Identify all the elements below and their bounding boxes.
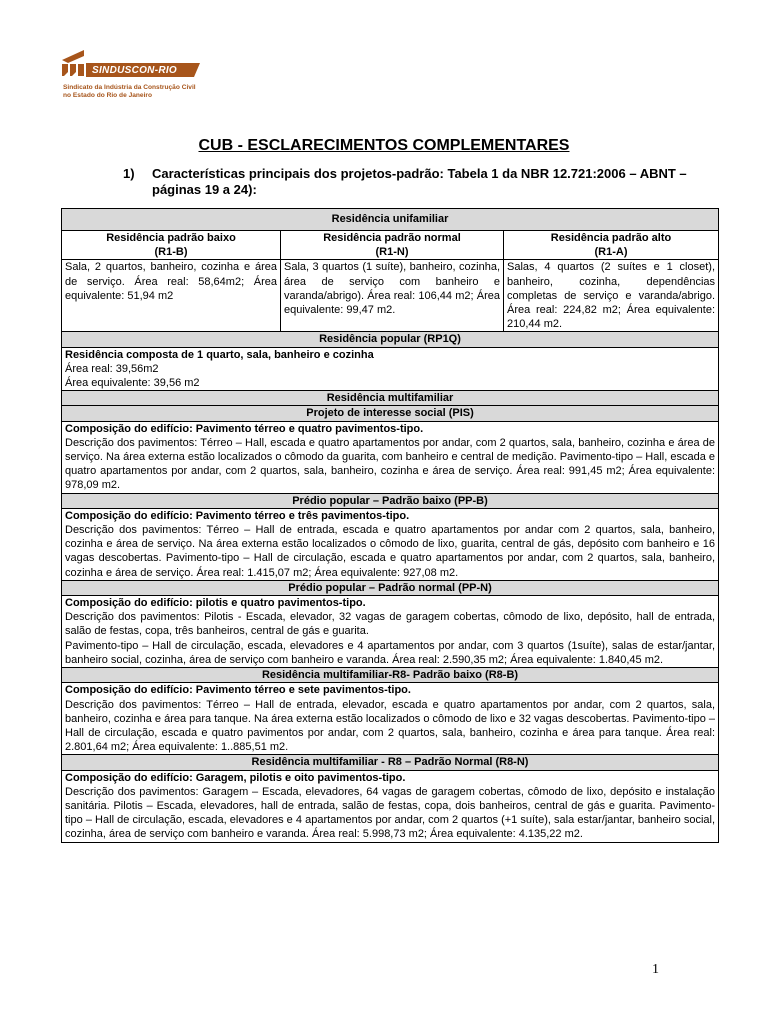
project-header-ppb: Prédio popular – Padrão baixo (PP-B) xyxy=(62,493,719,508)
project-description: Descrição dos pavimentos: Térreo – Hall de entrada, elevador, escada e quatro apartamentos por andar, com 2 quartos, sala, banheiro, cozinha e área para tanque. Na área externa estão localizados o cômodo de lixo e 32 vagas descobertas. Pavimento-tipo – Hall de circulação, escada e quatro pavimentos por andar, com 2 quartos, sala, banheiro, cozinha e área para tanque. Área real: 2.801,64 m2; Área equivalente: 1..885,51 m2. xyxy=(65,698,716,754)
column-code: (R1-B) xyxy=(154,246,188,259)
column-title: Residência padrão alto xyxy=(550,232,672,244)
project-composition: Composição do edifício: Pavimento térreo e quatro pavimentos-tipo. xyxy=(65,422,424,435)
popular-description xyxy=(62,347,719,391)
section-number: 1) xyxy=(123,166,135,181)
logo-subtitle-line: Sindicato da Indústria da Construção Civil xyxy=(63,84,196,91)
popular-bold-line: Residência composta de 1 quarto, sala, banheiro e cozinha xyxy=(65,348,374,361)
project-header-r8n: Residência multifamiliar - R8 – Padrão Normal (R8-N) xyxy=(62,755,719,770)
project-description: Descrição dos pavimentos: Pilotis - Escada, elevador, 32 vagas de garagem cobertas, cômodo de lixo, depósito, hall de entrada, salão de festas, copa, três banheiros, central de gás e guarita. xyxy=(65,611,716,638)
project-composition: Composição do edifício: pilotis e quatro pavimentos-tipo. xyxy=(65,597,366,610)
project-body-pis xyxy=(62,421,719,493)
column-header-r1n xyxy=(281,231,504,260)
project-body-ppn xyxy=(62,596,719,668)
popular-line: Área equivalente: 39,56 m2 xyxy=(65,377,200,390)
project-header-ppn: Prédio popular – Padrão normal (PP-N) xyxy=(62,580,719,595)
logo-subtitle-line: no Estado do Rio de Janeiro xyxy=(63,91,153,99)
popular-line: Área real: 39,56m2 xyxy=(65,362,159,375)
page-number: 1 xyxy=(652,962,659,977)
description-r1b: Sala, 2 quartos, banheiro, cozinha e área de serviço. Área real: 58,64m2; Área equivalente: 51,94 m2 xyxy=(62,260,281,332)
multifamiliar-header: Residência multifamiliar xyxy=(62,391,719,406)
project-body-ppb xyxy=(62,508,719,580)
popular-header: Residência popular (RP1Q) xyxy=(62,332,719,347)
project-composition: Composição do edifício: Garagem, pilotis e oito pavimentos-tipo. xyxy=(65,771,406,784)
project-header-r8b: Residência multifamiliar-R8- Padrão baixo (R8-B) xyxy=(62,668,719,683)
project-body-r8n xyxy=(62,770,719,842)
column-header-r1b xyxy=(62,231,281,260)
unifamiliar-header: Residência unifamiliar xyxy=(62,209,719,231)
project-description: Descrição dos pavimentos: Térreo – Hall, escada e quatro apartamentos por andar, com 2 quartos, sala, banheiro, cozinha e área de serviço. Na área externa estão localizados o cômodo da guarita, com banheiro e central de medição. Pavimento-tipo – Hall, escada e quatro apartamentos por andar, com 2 quartos, sala, banheiro, cozinha e área de serviço. Área real: 991,45 m2; Área equivalente: 978,09 m2. xyxy=(65,436,716,492)
description-r1n: Sala, 3 quartos (1 suíte), banheiro, cozinha, área de serviço com banheiro e varanda/abrigo). Área real: 106,44 m2; Área equivalente: 99,47 m2. xyxy=(281,260,504,332)
description-r1a: Salas, 4 quartos (2 suítes e 1 closet), banheiro, cozinha, dependências completas de serviço e varanda/abrigo. Área real: 224,82 m2; Área equivalente: 210,44 m2. xyxy=(504,260,719,332)
column-code: (R1-A) xyxy=(594,246,628,259)
project-description: Descrição dos pavimentos: Térreo – Hall de entrada, escada e quatro apartamentos por andar com 2 quartos, sala, banheiro, cozinha e área de serviço. Na área externa estão localizados o cômodo de lixo, guarita, central de gás, depósito com banheiro e 16 vagas descobertas. Pavimento-tipo – Hall de circulação, escada e quatro apartamentos por andar, com 2 quartos, sala, banheiro, cozinha e área de serviço. Área real: 1.415,07 m2; Área equivalente: 927,08 m2. xyxy=(65,524,716,579)
column-title: Residência padrão normal xyxy=(323,232,461,244)
project-description: Descrição dos pavimentos: Garagem – Escada, elevadores, 64 vagas de garagem cobertas, cômodo de lixo, depósito e instalação sanitária. Pilotis – Escada, elevadores, hall de entrada, salão de festas, copa, dois banheiros, central de gás e guarita. Pavimento-tipo – Hall de circulação, escada, elevadores e 4 apartamentos por andar, com 2 quartos (+1 suíte), sala estar/jantar, banheiro social, cozinha, área de serviço com banheiro e varanda. Área real: 5.998,73 m2; Área equivalente: 4.135,22 m2. xyxy=(65,785,716,841)
logo-name: SINDUSCON-RIO xyxy=(92,65,178,76)
projects-table xyxy=(61,208,719,843)
section-heading-text: Características principais dos projetos-padrão: Tabela 1 da NBR 12.721:2006 – ABNT – páginas 19 a 24): xyxy=(152,166,687,197)
project-body-r8b xyxy=(62,683,719,755)
column-title: Residência padrão baixo xyxy=(106,232,236,244)
document-title: CUB - ESCLARECIMENTOS COMPLEMENTARES xyxy=(198,137,570,154)
project-header-pis: Projeto de interesse social (PIS) xyxy=(62,406,719,421)
project-composition: Composição do edifício: Pavimento térreo e três pavimentos-tipo. xyxy=(65,509,410,522)
column-header-r1a xyxy=(504,231,719,260)
logo-subtitle xyxy=(63,84,213,99)
sinduscon-logo xyxy=(60,46,210,106)
project-description: Pavimento-tipo – Hall de circulação, escada, elevadores e 4 apartamentos por andar, com 3 quartos (1suíte), salas de estar/jantar, banheiro social, cozinha, área de serviço com banheiro e varanda. Área real: 2.590,35 m2; Área equivalente: 1.840,45 m2. xyxy=(65,639,716,666)
project-composition: Composição do edifício: Pavimento térreo e sete pavimentos-tipo. xyxy=(65,684,411,697)
column-code: (R1-N) xyxy=(375,246,409,259)
